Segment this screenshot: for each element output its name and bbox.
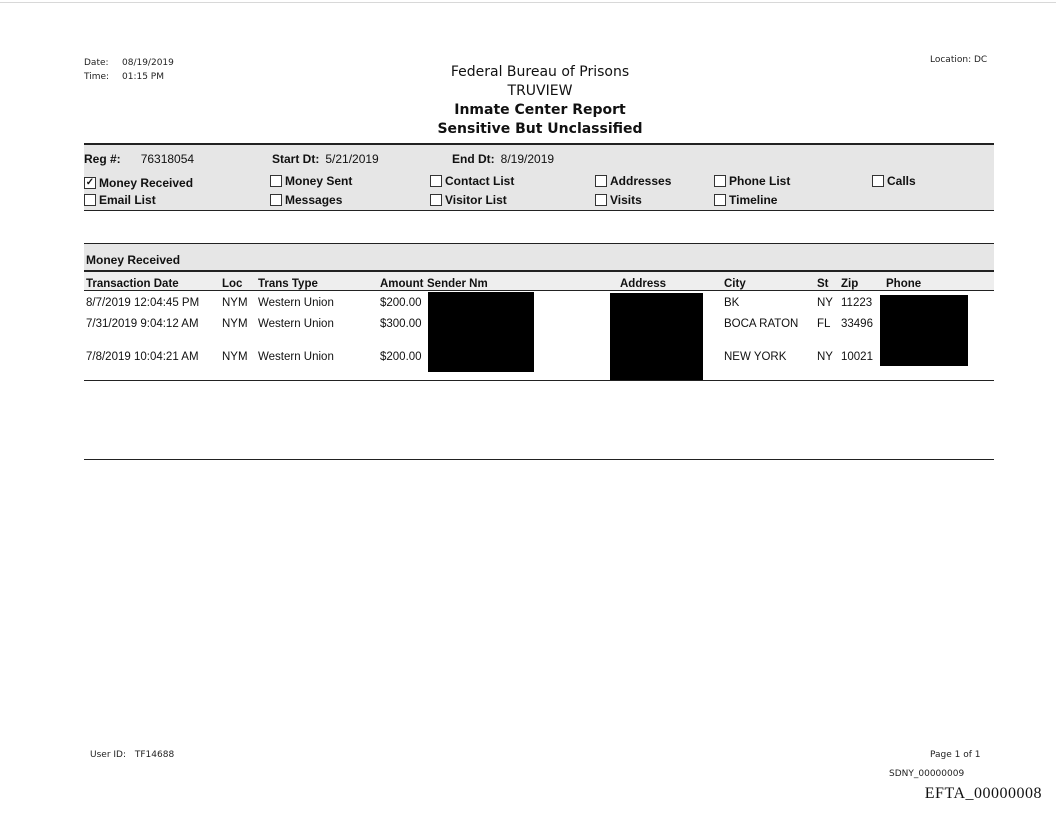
start-value: 5/21/2019 [325, 152, 379, 166]
option-label: Visitor List [445, 193, 507, 207]
start-date [272, 152, 379, 166]
option-money-sent[interactable] [270, 174, 352, 188]
col-transaction-date: Transaction Date [86, 278, 179, 290]
col-city: City [724, 278, 746, 290]
row1-st: NY [817, 297, 833, 309]
option-addresses[interactable] [595, 174, 671, 188]
row2-loc: NYM [222, 318, 248, 330]
checkbox-icon[interactable] [595, 194, 607, 206]
redaction-phone [880, 295, 968, 366]
report-name: Inmate Center Report [454, 102, 626, 118]
checkbox-icon[interactable] [872, 175, 884, 187]
row3-loc: NYM [222, 351, 248, 363]
row2-city: BOCA RATON [724, 318, 799, 330]
option-label: Money Received [99, 176, 194, 190]
option-timeline[interactable] [714, 193, 777, 207]
date-value: 08/19/2019 [122, 58, 174, 68]
col-address: Address [620, 278, 667, 290]
report-date [84, 58, 174, 68]
col-phone: Phone [886, 278, 922, 290]
row3-type: Western Union [258, 351, 334, 363]
row2-type: Western Union [258, 318, 334, 330]
option-label: Timeline [729, 193, 778, 207]
checkbox-icon[interactable] [84, 194, 96, 206]
option-calls[interactable] [872, 174, 916, 188]
row1-zip: 11223 [841, 297, 873, 309]
row1-type: Western Union [258, 297, 334, 309]
col-zip: Zip [841, 278, 859, 290]
redaction-address [610, 293, 703, 381]
checkbox-checked-icon[interactable]: ✓ [85, 177, 95, 188]
row2-date: 7/31/2019 9:04:12 AM [86, 318, 199, 330]
row1-city: BK [724, 297, 740, 309]
row3-zip: 10021 [841, 351, 873, 363]
efta-number: EFTA_00000008 [924, 785, 1042, 802]
option-label: Visits [610, 193, 642, 207]
checkbox-icon[interactable] [430, 175, 442, 187]
end-label: End Dt: [452, 152, 495, 166]
start-label: Start Dt: [272, 152, 320, 166]
checkbox-icon[interactable] [430, 194, 442, 206]
scan-edge-line [0, 2, 1056, 3]
row2-zip: 33496 [841, 318, 873, 330]
section-title: Money Received [86, 253, 181, 267]
end-value: 8/19/2019 [500, 152, 555, 166]
col-loc: Loc [222, 278, 243, 290]
option-label: Addresses [610, 174, 672, 188]
section-header-band [84, 244, 994, 270]
row3-city: NEW YORK [724, 351, 787, 363]
bates-number: SDNY_00000009 [889, 769, 965, 779]
criteria-bottom-rule [84, 210, 994, 211]
option-money-received[interactable] [84, 176, 193, 190]
redaction-sender [428, 292, 534, 372]
row1-loc: NYM [222, 297, 248, 309]
col-st: St [817, 278, 829, 290]
option-contact-list[interactable] [430, 174, 514, 188]
checkbox-icon[interactable] [270, 194, 282, 206]
row2-amount: $300.00 [380, 318, 422, 330]
row2-st: FL [817, 318, 831, 330]
checkbox-icon[interactable] [595, 175, 607, 187]
option-label: Messages [285, 193, 343, 207]
option-label: Calls [887, 174, 916, 188]
page-number: Page 1 of 1 [930, 750, 981, 760]
body-end-rule [84, 459, 994, 460]
row3-st: NY [817, 351, 833, 363]
reg-value: 76318054 [140, 152, 195, 166]
col-trans-type: Trans Type [258, 278, 318, 290]
row3-amount: $200.00 [380, 351, 422, 363]
col-amount: Amount [380, 278, 424, 290]
checkbox-icon[interactable] [714, 194, 726, 206]
option-visitor-list[interactable] [430, 193, 507, 207]
reg-label: Reg #: [84, 152, 121, 166]
option-label: Phone List [729, 174, 791, 188]
row1-date: 8/7/2019 12:04:45 PM [86, 297, 200, 309]
report-time [84, 72, 164, 82]
option-visits[interactable] [595, 193, 642, 207]
option-label: Money Sent [285, 174, 353, 188]
end-date [452, 152, 554, 166]
system-name: TRUVIEW [507, 83, 573, 99]
col-sender-nm: Sender Nm [427, 278, 488, 290]
option-phone-list[interactable] [714, 174, 790, 188]
checkbox-icon[interactable] [714, 175, 726, 187]
reg-number [84, 152, 194, 166]
table-bottom-rule [84, 380, 994, 381]
checkbox-icon[interactable] [270, 175, 282, 187]
location: Location: DC [930, 55, 988, 65]
user-id-value: TF14688 [134, 750, 175, 760]
option-email-list[interactable] [84, 193, 156, 207]
user-id-label: User ID: [90, 750, 126, 760]
column-header-rule [84, 290, 994, 291]
date-label: Date: [84, 58, 109, 68]
option-label: Email List [99, 193, 156, 207]
row3-date: 7/8/2019 10:04:21 AM [86, 351, 199, 363]
classification: Sensitive But Unclassified [437, 121, 643, 137]
row1-amount: $200.00 [380, 297, 422, 309]
time-label: Time: [84, 72, 110, 82]
time-value: 01:15 PM [122, 72, 164, 82]
agency-name: Federal Bureau of Prisons [450, 64, 630, 80]
option-label: Contact List [445, 174, 515, 188]
option-messages[interactable] [270, 193, 342, 207]
user-id [90, 750, 174, 760]
report-title-block [380, 63, 700, 139]
